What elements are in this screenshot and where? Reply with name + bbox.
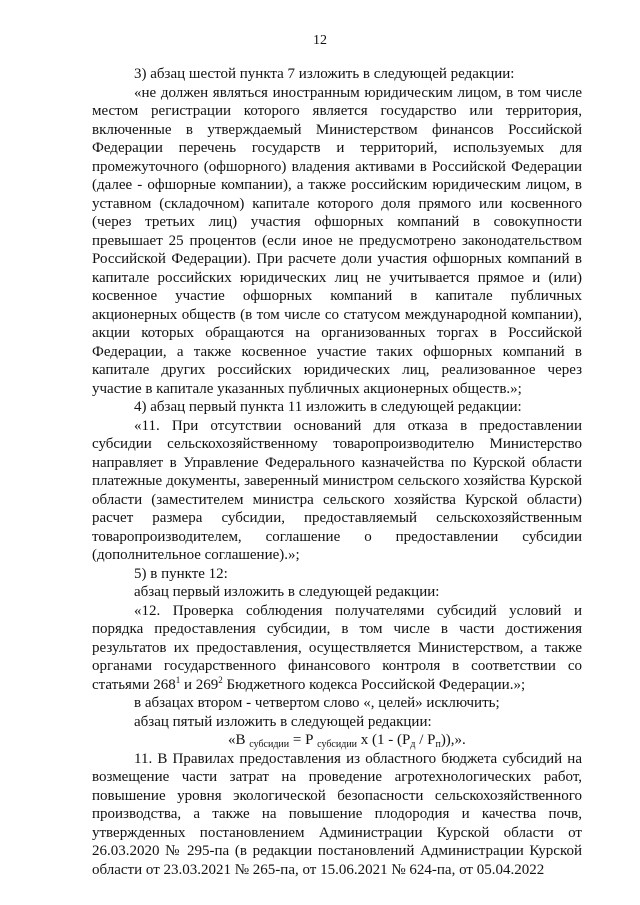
formula-sub-4: п [435, 739, 441, 750]
formula [92, 731, 582, 750]
formula-eq: = Р [289, 732, 318, 748]
paragraph-clause-11: «11. При отсутствии оснований для отказа в предоставлении субсидии сельскохозяйственному товаропроизводителю Министерство направляет в Управление Федерального казначейства по Курской области платежные документы, заверенный министром сельского хозяйства Курской области (заместителем министра сельского хозяйства Курской области) расчет размера субсидии, предоставляемый сельскохозяйственным товаропроизводителем, соглашение о предоставлении субсидии (дополнительное соглашение).»; [92, 417, 582, 563]
superscript-1: 1 [175, 674, 181, 685]
formula-open: «В [228, 732, 250, 748]
paragraph-first-para-edit: абзац первый изложить в следующей редакции: [134, 584, 440, 600]
document-body [92, 65, 582, 879]
paragraph-offshore-clause: «не должен являться иностранным юридическим лицом, в том числе местом регистрации которого является государство или территория, включенные в утверждаемый Министерством финансов Российской Федерации перечень государств и территорий, используемых для промежуточного (офшорного) владения активами в Российской Федерации (далее - офшорные компании), а также российским юридическим лицом, в уставном (складочном) капитале которого доля прямого или косвенного (через третьих лиц) участия офшорных компаний в совокупности превышает 25 процентов (если иное не предусмотрено законодательством Российской Федерации). При расчете доли участия офшорных компаний в капитале российских юридических лиц не учитывается прямое и (или) косвенное участие офшорных компаний в капитале публичных акционерных обществ (в том числе со статусом международной компании), акции которых обращаются на организованных торгах в Российской Федерации, а также косвенное участие таких офшорных компаний в капитале других российских юридических лиц, реализованное через участие в капитале указанных публичных акционерных обществ.»; [92, 84, 582, 397]
page-number: 12 [313, 33, 327, 48]
formula-sub-2: субсидии [317, 739, 358, 750]
paragraph-item-3: 3) абзац шестой пункта 7 изложить в следующей редакции: [134, 66, 515, 82]
paragraph-fifth-para-edit: абзац пятый изложить в следующей редакции: [134, 713, 432, 730]
formula-sub-3: д [410, 739, 416, 750]
clause-12-text: «12. Проверка соблюдения получателями субсидий условий и порядка предоставления субсидии, в том числе в части достижения результатов их предоставления, осуществляется Министерством, а также органами государственного финансового контроля в соответствии со статьями 268 [92, 602, 582, 693]
clause-12-tail: Бюджетного кодекса Российской Федерации.»; [222, 676, 526, 693]
paragraph-clause-12 [92, 602, 582, 695]
paragraph-remove-words: в абзацах втором - четвертом слово «, целей» исключить; [134, 695, 500, 711]
clause-12-and: и 269 [180, 676, 219, 693]
paragraph-item-5: 5) в пункте 12: [134, 565, 228, 582]
formula-mid: х (1 - (Р [357, 732, 411, 748]
formula-close: )),». [440, 732, 466, 748]
paragraph-item-11-rules: 11. В Правилах предоставления из областного бюджета субсидий на возмещение части затрат на проведение агротехнологических работ, повышение уровня экологической безопасности сельскохозяйственного производства, а также на повышение плодородия и качества почв, утвержденных постановлением Администрации Курской области от 26.03.2020 № 295-па (в редакции постановлений Администрации Курской области от 23.03.2021 № 265-па, от 15.06.2021 № 624-па, от 05.04.2022 [92, 750, 582, 878]
superscript-2: 2 [218, 674, 223, 685]
paragraph-item-4: 4) абзац первый пункта 11 изложить в следующей редакции: [134, 399, 522, 415]
formula-slash: / Р [415, 732, 436, 748]
formula-sub-1: субсидии [249, 739, 290, 750]
